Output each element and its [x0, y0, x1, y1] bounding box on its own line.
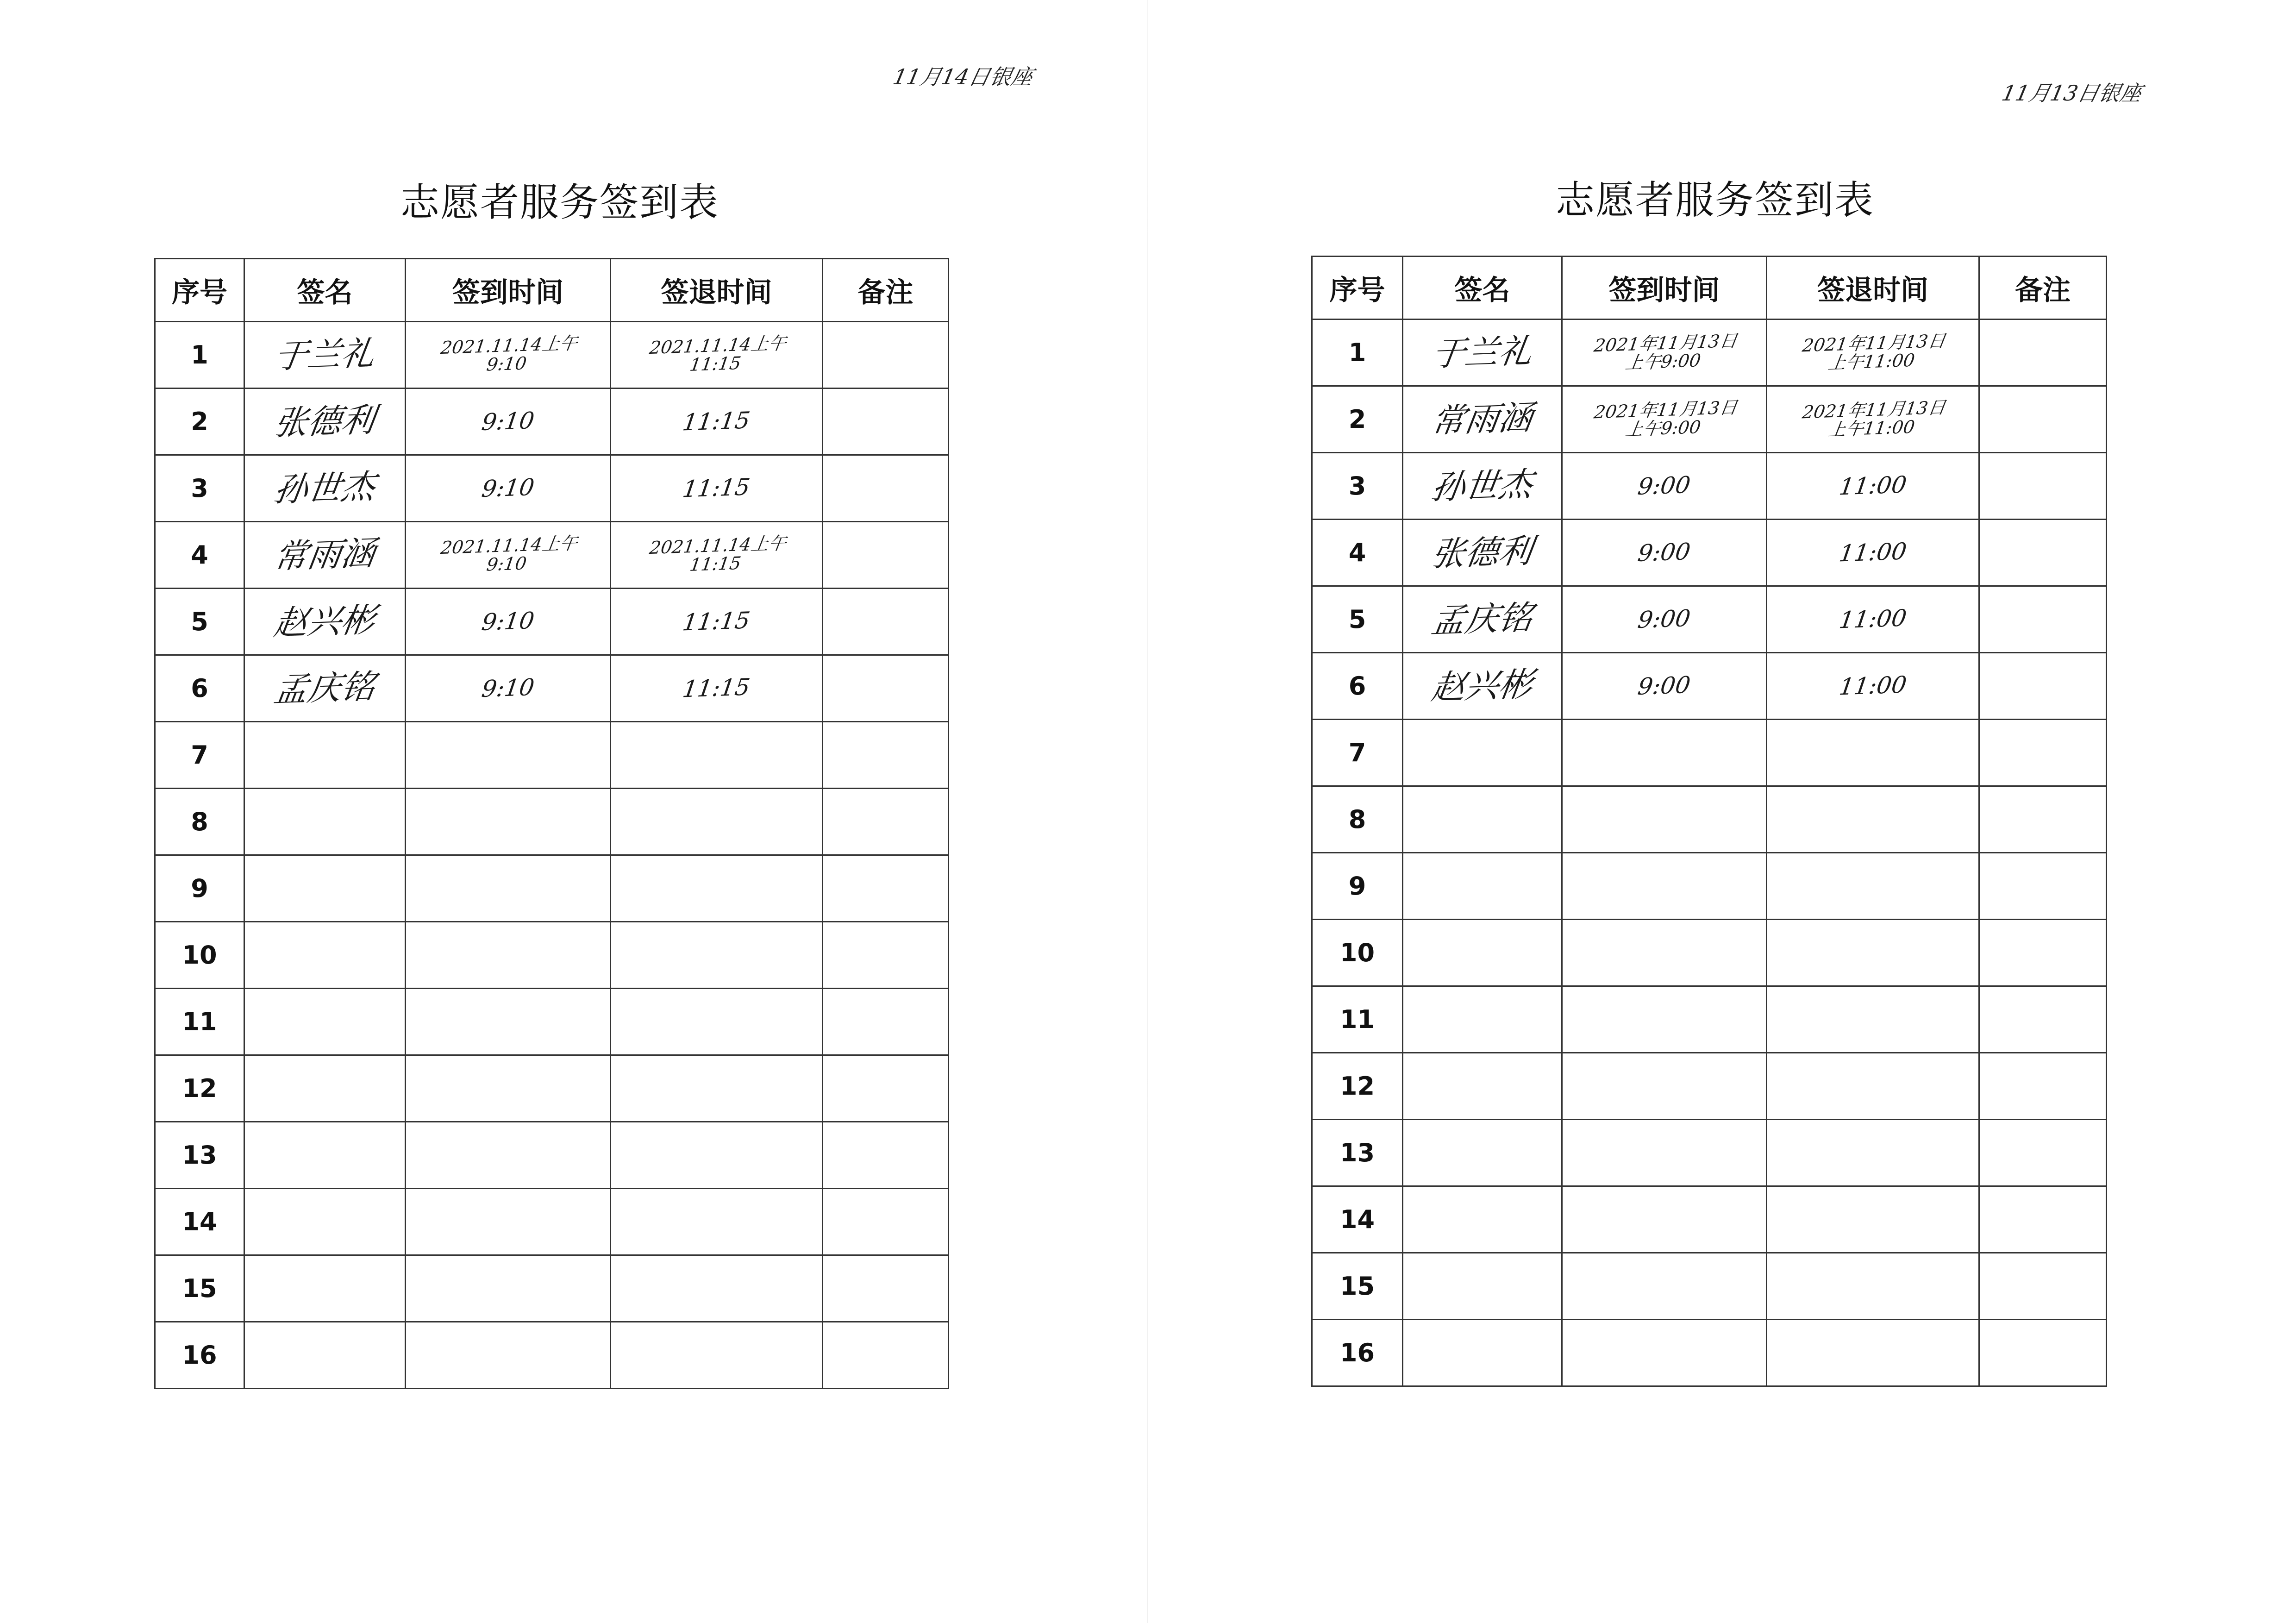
handwritten-signature: 孙世杰: [272, 466, 378, 509]
row-seq-number: 9: [1312, 853, 1403, 920]
handwritten-time: 11:15: [681, 407, 752, 436]
remarks-cell: [1979, 853, 2107, 920]
handwritten-time: 11:00: [1837, 471, 1908, 501]
sign-in-time-cell: [406, 455, 611, 522]
table-row: [155, 922, 949, 989]
table-row: [1312, 1120, 2107, 1186]
table-row: [1312, 520, 2107, 586]
row-seq-number: 16: [155, 1322, 244, 1389]
handwritten-time: 2021年11月13日 上午11:00: [1801, 330, 1947, 373]
table-row: [155, 1055, 949, 1122]
sign-in-time-cell: [1562, 320, 1767, 386]
remarks-cell: [1979, 1320, 2107, 1386]
signature-cell: [244, 455, 406, 522]
remarks-cell: [1979, 920, 2107, 986]
signature-cell: [244, 1255, 406, 1322]
signature-cell: [1403, 1120, 1562, 1186]
sign-in-time-cell: [1562, 1320, 1767, 1386]
sign-out-time-cell: [611, 589, 823, 655]
row-seq-number: 2: [1312, 386, 1403, 453]
signature-cell: [244, 655, 406, 722]
sign-out-time-cell: [611, 1189, 823, 1255]
table-row: [155, 789, 949, 855]
table-row: [155, 655, 949, 722]
sign-out-time-cell: [1767, 1120, 1979, 1186]
table-header-row: [155, 259, 949, 322]
handwritten-signature: 赵兴彬: [1429, 664, 1536, 707]
table-row: [155, 522, 949, 589]
row-seq-number: 3: [155, 455, 244, 522]
sign-in-sheet-nov13: [1148, 0, 2296, 1623]
remarks-cell: [823, 922, 949, 989]
handwritten-time: 9:10: [480, 607, 536, 636]
sign-in-time-cell: [406, 1189, 611, 1255]
sign-in-time-cell: [1562, 720, 1767, 786]
sign-out-time-cell: [611, 1255, 823, 1322]
header-sign-out-time: 签退时间: [611, 259, 823, 322]
signature-cell: [244, 522, 406, 589]
sign-in-time-cell: [1562, 986, 1767, 1053]
signature-cell: [244, 855, 406, 922]
remarks-cell: [1979, 1120, 2107, 1186]
sign-out-time-cell: [1767, 986, 1979, 1053]
row-seq-number: 3: [1312, 453, 1403, 520]
signature-cell: [1403, 653, 1562, 720]
handwritten-signature: 张德利: [272, 400, 378, 443]
row-seq-number: 1: [1312, 320, 1403, 386]
row-seq-number: 8: [1312, 786, 1403, 853]
sign-in-time-cell: [1562, 520, 1767, 586]
sign-in-time-cell: [1562, 1120, 1767, 1186]
signature-cell: [1403, 720, 1562, 786]
row-seq-number: 13: [155, 1122, 244, 1189]
row-seq-number: 1: [155, 322, 244, 389]
sign-out-time-cell: [611, 989, 823, 1055]
remarks-cell: [823, 589, 949, 655]
sign-out-time-cell: [611, 922, 823, 989]
table-row: [1312, 853, 2107, 920]
sign-out-time-cell: [611, 455, 823, 522]
sign-in-time-cell: [406, 789, 611, 855]
remarks-cell: [1979, 986, 2107, 1053]
table-row: [1312, 453, 2107, 520]
table-row: [155, 722, 949, 789]
row-seq-number: 10: [155, 922, 244, 989]
handwritten-time: 11:15: [681, 673, 752, 703]
header-sign-in-time: 签到时间: [406, 259, 611, 322]
remarks-cell: [823, 1322, 949, 1389]
sign-in-time-cell: [406, 589, 611, 655]
row-seq-number: 6: [155, 655, 244, 722]
table-row: [155, 455, 949, 522]
table-row: [1312, 986, 2107, 1053]
sign-in-time-cell: [406, 855, 611, 922]
header-sign-in-time: 签到时间: [1562, 257, 1767, 320]
sign-in-time-cell: [406, 922, 611, 989]
row-seq-number: 9: [155, 855, 244, 922]
remarks-cell: [823, 855, 949, 922]
row-seq-number: 2: [155, 389, 244, 455]
sign-out-time-cell: [1767, 1186, 1979, 1253]
handwritten-signature: 于兰礼: [272, 333, 378, 376]
signature-cell: [1403, 586, 1562, 653]
handwritten-date-note: 11月14日银座: [890, 64, 1036, 89]
table-row: [1312, 320, 2107, 386]
row-seq-number: 5: [1312, 586, 1403, 653]
remarks-cell: [823, 789, 949, 855]
header-seq: 序号: [1312, 257, 1403, 320]
signature-cell: [1403, 1053, 1562, 1120]
signature-cell: [1403, 320, 1562, 386]
sign-in-time-cell: [1562, 386, 1767, 453]
sign-out-time-cell: [611, 322, 823, 389]
table-row: [1312, 1186, 2107, 1253]
handwritten-time: 9:00: [1636, 605, 1693, 634]
sign-out-time-cell: [1767, 520, 1979, 586]
signature-cell: [244, 1322, 406, 1389]
handwritten-signature: 常雨涵: [1429, 397, 1536, 440]
signature-cell: [1403, 786, 1562, 853]
table-row: [1312, 586, 2107, 653]
table-row: [1312, 1320, 2107, 1386]
sign-out-time-cell: [1767, 386, 1979, 453]
sign-out-time-cell: [611, 789, 823, 855]
sign-in-time-cell: [1562, 453, 1767, 520]
sign-out-time-cell: [1767, 853, 1979, 920]
sign-in-time-cell: [1562, 1186, 1767, 1253]
sheet-title: 志愿者服务签到表: [1556, 177, 1875, 223]
signature-cell: [1403, 986, 1562, 1053]
table-row: [1312, 386, 2107, 453]
table-row: [1312, 1053, 2107, 1120]
row-seq-number: 7: [1312, 720, 1403, 786]
handwritten-signature: 张德利: [1429, 531, 1536, 574]
sign-in-time-cell: [1562, 853, 1767, 920]
table-body: [155, 322, 949, 1389]
handwritten-time: 11:15: [681, 607, 752, 636]
sign-in-time-cell: [406, 1255, 611, 1322]
signature-cell: [1403, 853, 1562, 920]
row-seq-number: 13: [1312, 1120, 1403, 1186]
remarks-cell: [1979, 1253, 2107, 1320]
sign-out-time-cell: [1767, 920, 1979, 986]
row-seq-number: 11: [1312, 986, 1403, 1053]
header-seq: 序号: [155, 259, 244, 322]
table-row: [1312, 786, 2107, 853]
remarks-cell: [1979, 786, 2107, 853]
remarks-cell: [1979, 720, 2107, 786]
sign-out-time-cell: [611, 1122, 823, 1189]
table-row: [155, 989, 949, 1055]
sign-out-time-cell: [611, 1055, 823, 1122]
handwritten-time: 2021.11.14上午 9:10: [439, 332, 579, 375]
signature-cell: [1403, 520, 1562, 586]
sign-out-time-cell: [611, 389, 823, 455]
signature-cell: [1403, 1186, 1562, 1253]
sign-out-time-cell: [1767, 720, 1979, 786]
remarks-cell: [823, 655, 949, 722]
handwritten-time: 2021年11月13日 上午9:00: [1592, 330, 1739, 373]
row-seq-number: 15: [155, 1255, 244, 1322]
header-remarks: 备注: [823, 259, 949, 322]
remarks-cell: [1979, 453, 2107, 520]
remarks-cell: [823, 389, 949, 455]
table-row: [155, 1122, 949, 1189]
table-row: [1312, 653, 2107, 720]
handwritten-time: 9:10: [480, 474, 536, 503]
remarks-cell: [823, 722, 949, 789]
row-seq-number: 12: [1312, 1053, 1403, 1120]
handwritten-time: 2021.11.14上午 9:10: [439, 533, 579, 575]
row-seq-number: 7: [155, 722, 244, 789]
handwritten-time: 2021年11月13日 上午9:00: [1592, 397, 1739, 440]
table-row: [1312, 1253, 2107, 1320]
sign-out-time-cell: [611, 1322, 823, 1389]
row-seq-number: 11: [155, 989, 244, 1055]
signature-cell: [244, 1122, 406, 1189]
sheet-title: 志愿者服务签到表: [400, 180, 719, 225]
table-row: [155, 589, 949, 655]
handwritten-time: 11:15: [681, 473, 752, 503]
handwritten-signature: 于兰礼: [1429, 331, 1536, 374]
table-row: [155, 389, 949, 455]
remarks-cell: [823, 522, 949, 589]
sign-in-time-cell: [406, 322, 611, 389]
sign-in-time-cell: [1562, 1053, 1767, 1120]
sign-in-time-cell: [406, 1055, 611, 1122]
sign-in-time-cell: [1562, 920, 1767, 986]
header-signature: 签名: [1403, 257, 1562, 320]
remarks-cell: [823, 1122, 949, 1189]
sign-out-time-cell: [1767, 1053, 1979, 1120]
signature-cell: [244, 322, 406, 389]
header-sign-out-time: 签退时间: [1767, 257, 1979, 320]
signature-cell: [244, 789, 406, 855]
sign-in-time-cell: [406, 989, 611, 1055]
remarks-cell: [1979, 320, 2107, 386]
remarks-cell: [823, 1189, 949, 1255]
remarks-cell: [1979, 1186, 2107, 1253]
signature-cell: [1403, 1253, 1562, 1320]
row-seq-number: 14: [155, 1189, 244, 1255]
handwritten-time: 11:00: [1837, 538, 1908, 567]
remarks-cell: [1979, 520, 2107, 586]
remarks-cell: [1979, 1053, 2107, 1120]
sign-out-time-cell: [1767, 1320, 1979, 1386]
handwritten-time: 9:00: [1636, 538, 1693, 567]
signature-cell: [244, 989, 406, 1055]
handwritten-time: 11:00: [1837, 604, 1908, 634]
row-seq-number: 4: [1312, 520, 1403, 586]
handwritten-signature: 常雨涵: [272, 533, 378, 576]
remarks-cell: [823, 1255, 949, 1322]
sign-in-time-cell: [1562, 586, 1767, 653]
row-seq-number: 6: [1312, 653, 1403, 720]
table-row: [155, 855, 949, 922]
sign-out-time-cell: [1767, 320, 1979, 386]
handwritten-time: 9:00: [1636, 671, 1693, 701]
sign-in-time-cell: [406, 389, 611, 455]
sign-in-table: [1311, 256, 2107, 1387]
table-row: [155, 322, 949, 389]
sign-in-time-cell: [406, 1322, 611, 1389]
signature-cell: [1403, 453, 1562, 520]
handwritten-time: 2021年11月13日 上午11:00: [1801, 397, 1947, 440]
signature-cell: [244, 1055, 406, 1122]
handwritten-time: 2021.11.14上午 11:15: [648, 332, 788, 375]
table-row: [155, 1189, 949, 1255]
table-row: [155, 1322, 949, 1389]
sign-in-time-cell: [406, 722, 611, 789]
handwritten-date-note: 11月13日银座: [1999, 81, 2145, 106]
remarks-cell: [823, 989, 949, 1055]
signature-cell: [244, 1189, 406, 1255]
signature-cell: [244, 389, 406, 455]
row-seq-number: 4: [155, 522, 244, 589]
sign-in-time-cell: [406, 1122, 611, 1189]
handwritten-time: 9:10: [480, 674, 536, 703]
sign-out-time-cell: [1767, 453, 1979, 520]
sign-out-time-cell: [1767, 586, 1979, 653]
sign-in-time-cell: [1562, 1253, 1767, 1320]
sign-out-time-cell: [611, 855, 823, 922]
sign-in-time-cell: [406, 655, 611, 722]
signature-cell: [1403, 920, 1562, 986]
remarks-cell: [1979, 586, 2107, 653]
handwritten-signature: 孟庆铭: [1429, 597, 1536, 640]
sign-in-time-cell: [1562, 786, 1767, 853]
row-seq-number: 15: [1312, 1253, 1403, 1320]
remarks-cell: [823, 322, 949, 389]
sign-out-time-cell: [1767, 653, 1979, 720]
row-seq-number: 14: [1312, 1186, 1403, 1253]
signature-cell: [244, 589, 406, 655]
handwritten-signature: 孟庆铭: [272, 666, 378, 709]
signature-cell: [1403, 386, 1562, 453]
header-remarks: 备注: [1979, 257, 2107, 320]
sign-out-time-cell: [1767, 786, 1979, 853]
remarks-cell: [1979, 653, 2107, 720]
table-row: [1312, 920, 2107, 986]
table-row: [1312, 720, 2107, 786]
handwritten-time: 2021.11.14上午 11:15: [648, 533, 788, 575]
table-header-row: [1312, 257, 2107, 320]
row-seq-number: 8: [155, 789, 244, 855]
header-signature: 签名: [244, 259, 406, 322]
row-seq-number: 10: [1312, 920, 1403, 986]
table-row: [155, 1255, 949, 1322]
sign-out-time-cell: [1767, 1253, 1979, 1320]
remarks-cell: [823, 455, 949, 522]
row-seq-number: 16: [1312, 1320, 1403, 1386]
table-body: [1312, 320, 2107, 1386]
sign-out-time-cell: [611, 522, 823, 589]
row-seq-number: 5: [155, 589, 244, 655]
sign-in-table: [154, 258, 949, 1389]
signature-cell: [1403, 1320, 1562, 1386]
handwritten-signature: 孙世杰: [1429, 464, 1536, 507]
signature-cell: [244, 922, 406, 989]
signature-cell: [244, 722, 406, 789]
row-seq-number: 12: [155, 1055, 244, 1122]
sign-in-time-cell: [406, 522, 611, 589]
remarks-cell: [823, 1055, 949, 1122]
handwritten-signature: 赵兴彬: [272, 600, 378, 643]
handwritten-time: 11:00: [1837, 671, 1908, 701]
sign-out-time-cell: [611, 722, 823, 789]
sign-out-time-cell: [611, 655, 823, 722]
sign-in-time-cell: [1562, 653, 1767, 720]
handwritten-time: 9:10: [480, 407, 536, 436]
handwritten-time: 9:00: [1636, 471, 1693, 501]
remarks-cell: [1979, 386, 2107, 453]
